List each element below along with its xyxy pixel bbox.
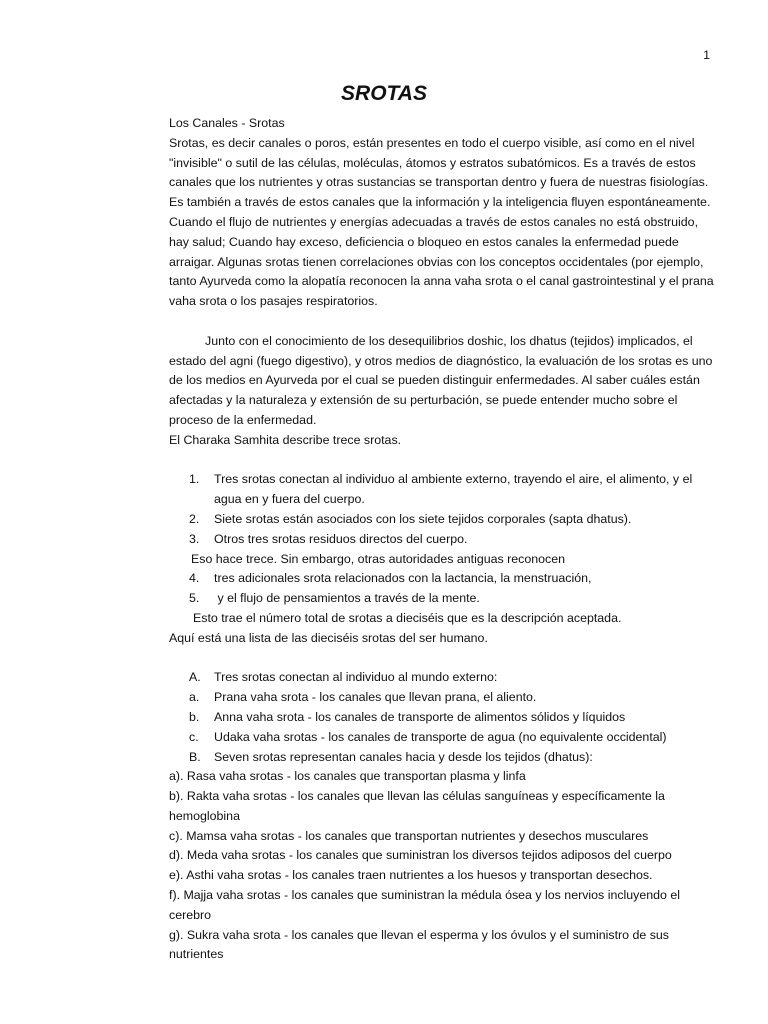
document-body xyxy=(169,114,714,965)
page-number: 1 xyxy=(703,48,710,62)
numbered-list xyxy=(169,470,714,628)
list-item: A. Tres srotas conectan al individuo al mundo externo: xyxy=(189,670,498,685)
dhatu-item: f). Majja vaha srotas - los canales que suministran la médula ósea y los nervios incluyendo el cerebro xyxy=(169,888,681,922)
document-title: SROTAS xyxy=(341,82,427,105)
lettered-list xyxy=(169,668,714,767)
list-item: 3. Otros tres srotas residuos directos del cuerpo. xyxy=(189,531,468,546)
list-item: 2. Siete srotas están asociados con los siete tejidos corporales (sapta dhatus). xyxy=(189,511,632,526)
list-intro: Aquí está una lista de las dieciséis srotas del ser humano. xyxy=(169,630,488,645)
diagnosis-paragraph: Junto con el conocimiento de los desequilibrios doshic, los dhatus (tejidos) implicados, el estado del agni (fuego digestivo), y otros medios de diagnóstico, la evaluación de los srotas es uno de los medios en Ayurveda por el cual se pueden distinguir enfermedades. Al saber cuáles están afectadas y la naturaleza y extensión de su perturbación, se puede entender mucho sobre el proceso de la enfermedad. xyxy=(169,333,713,427)
list-item: B. Seven srotas representan canales hacia y desde los tejidos (dhatus): xyxy=(189,749,593,764)
dhatu-list xyxy=(169,767,714,965)
list-item: a. Prana vaha srota - los canales que llevan prana, el aliento. xyxy=(189,690,537,705)
dhatu-item: c). Mamsa vaha srotas - los canales que transportan nutrientes y desechos musculares xyxy=(169,828,649,843)
dhatu-item: e). Asthi vaha srotas - los canales traen nutrientes a los huesos y transportan desechos. xyxy=(169,868,653,883)
dhatu-item: g). Sukra vaha srota - los canales que llevan el esperma y los óvulos y el suministro de sus nutrientes xyxy=(169,927,669,962)
list-item: b. Anna vaha srota - los canales de transporte de alimentos sólidos y líquidos xyxy=(189,709,626,724)
list-note: Eso hace trece. Sin embargo, otras autoridades antiguas reconocen xyxy=(191,551,566,566)
dhatu-item: d). Meda vaha srotas - los canales que suministran los diversos tejidos adiposos del cuerpo xyxy=(169,848,672,863)
list-item: 1. Tres srotas conectan al individuo al ambiente externo, trayendo el aire, el alimento, y el agua en y fuera del cuerpo. xyxy=(189,472,693,507)
list-item: c. Udaka vaha srotas - los canales de transporte de agua (no equivalente occidental) xyxy=(189,729,667,744)
list-item: 5. y el flujo de pensamientos a través de la mente. xyxy=(189,591,480,606)
list-note: Esto trae el número total de srotas a dieciséis que es la descripción aceptada. xyxy=(193,610,622,625)
charaka-line: El Charaka Samhita describe trece srotas. xyxy=(169,432,402,447)
section-subtitle: Los Canales - Srotas xyxy=(169,116,285,130)
intro-paragraph: Srotas, es decir canales o poros, están presentes en todo el cuerpo visible, así como en el nivel "invisible" o sutil de las células, moléculas, átomos y estratos subatómicos. Es a través de estos canales que los nutrientes y otras sustancias se transportan dentro y fuera de nuestras fisiologías. Es también a través de estos canales que la información y la inteligencia fluyen espontáneamente. Cuando el flujo de nutrientes y energías adecuadas a través de estos canales no está obstruido, hay salud; Cuando hay exceso, deficiencia o bloqueo en estos canales la enfermedad puede arraigar. Algunas srotas tienen correlaciones obvias con los conceptos occidentales (por ejemplo, tanto Ayurveda como la alopatía reconocen la anna vaha srota o el canal gastrointestinal y el prana vaha srota o los pasajes respiratorios. xyxy=(169,135,714,309)
list-item: 4. tres adicionales srota relacionados con la lactancia, la menstruación, xyxy=(189,571,592,586)
dhatu-item: b). Rakta vaha srotas - los canales que llevan las células sanguíneas y específicamente la hemoglobina xyxy=(169,789,665,823)
dhatu-item: a). Rasa vaha srotas - los canales que transportan plasma y linfa xyxy=(169,769,526,784)
